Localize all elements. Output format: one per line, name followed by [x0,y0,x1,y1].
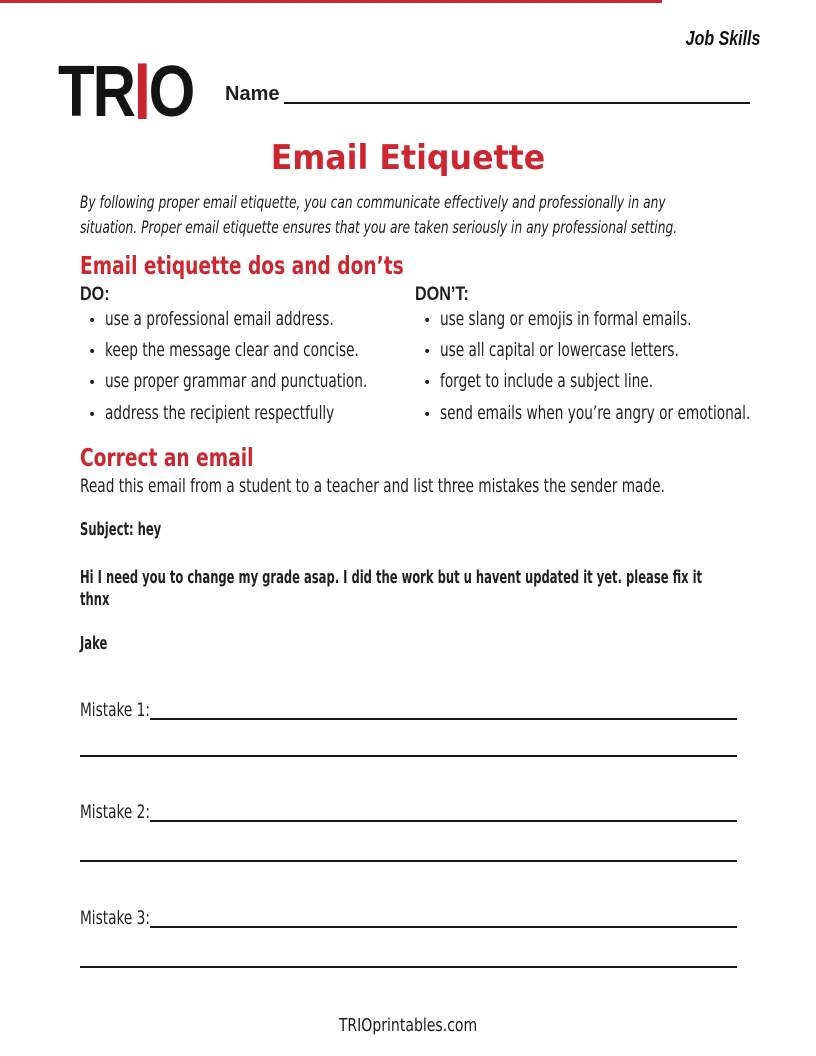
do-column [80,285,410,430]
name-field-label: Name [225,83,280,105]
answer-line [80,860,737,862]
header-accent-rule [0,0,662,3]
intro-line-1: By following proper email etiquette, you can communicate effectively and professionally in any [80,193,666,213]
list-item [80,367,410,398]
name-write-in-line [284,86,750,104]
email-body-line-1: Hi I need you to change my grade asap. I did the work but u havent updated it yet. please fix it [80,568,703,588]
instruction-text: Read this email from a student to a teacher and list three mistakes the sender made. [80,475,665,497]
trio-logo [58,46,194,137]
do-heading: DO: [80,284,110,305]
mistake-3-write-in-line [150,908,737,928]
do-item-text: use proper grammar and punctuation. [105,370,368,393]
section-heading-dos-donts: Email etiquette dos and don’ts [80,251,404,280]
mistake-1-label: Mistake 1: [80,699,150,721]
bullet-icon: • [423,313,432,329]
logo-letter-o: O [148,51,194,132]
answer-line [80,966,737,968]
mistake-1-label-box [80,700,150,720]
dont-item-text: send emails when you’re angry or emotional. [440,401,751,424]
list-item [80,399,410,430]
section-heading-correct-email: Correct an email [80,443,254,472]
dont-item-text: forget to include a subject line. [440,370,654,393]
mistake-2-label: Mistake 2: [80,801,150,823]
do-item-text: use a professional email address. [105,308,334,330]
list-item [80,336,410,367]
dont-column [415,285,760,430]
mistake-2-row [80,802,737,822]
page-title: Email Etiquette [270,138,546,178]
list-item [415,399,760,430]
do-item-text: address the recipient respectfully [105,401,335,424]
bullet-icon: • [423,344,432,361]
do-item-text: keep the message clear and concise. [105,339,359,362]
footer-site-text: TRIOprintables.com [338,1015,478,1036]
mistake-2-label-box [80,802,150,822]
bullet-icon: • [88,313,97,329]
bullet-icon: • [88,406,97,423]
bullet-icon: • [88,375,97,392]
email-body-line-2: thnx [80,590,110,610]
list-item [415,367,760,398]
dont-item-text: use all capital or lowercase letters. [440,339,679,362]
mistake-1-write-in-line [150,700,737,720]
list-item [415,305,760,336]
bullet-icon: • [88,344,97,361]
list-item [415,336,760,367]
email-signature: Jake [80,634,108,654]
dont-heading: DON’T: [415,284,469,305]
mistake-3-row [80,908,737,928]
mistake-3-label: Mistake 3: [80,907,150,929]
intro-paragraph [80,191,677,241]
mistake-1-row [80,700,737,720]
bullet-icon: • [423,406,432,423]
mistake-3-label-box [80,908,150,928]
do-list [80,305,410,430]
category-label: Job Skills [685,28,760,50]
logo-letter-i-accent: I [133,46,149,137]
bullet-icon: • [423,375,432,392]
dont-list [415,305,760,430]
list-item [80,305,410,336]
email-body [80,567,702,611]
logo-letters-tr: TR [58,51,134,132]
email-subject-line: Subject: hey [80,520,162,540]
intro-line-2: situation. Proper email etiquette ensures that you are taken seriously in any professional setting. [80,218,678,238]
mistake-2-write-in-line [150,802,737,822]
answer-line [80,755,737,757]
dont-item-text: use slang or emojis in formal emails. [440,308,692,330]
